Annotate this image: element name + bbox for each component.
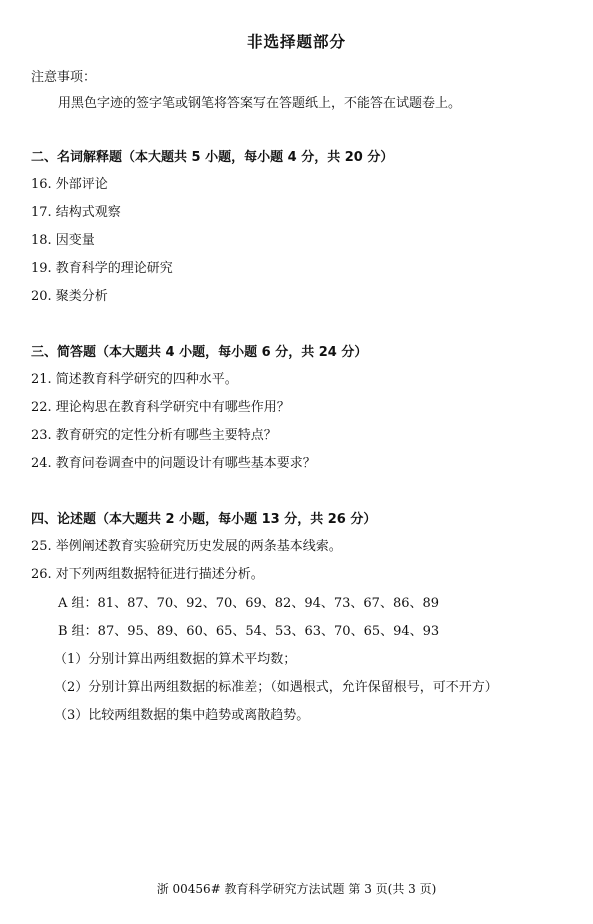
- sub-question-3: （3）比较两组数据的集中趋势或离散趋势。: [54, 708, 310, 723]
- question-20: 20. 聚类分析: [31, 289, 108, 304]
- question-17: 17. 结构式观察: [31, 205, 121, 220]
- question-23: 23. 教育研究的定性分析有哪些主要特点？: [31, 428, 277, 443]
- question-21: 21. 简述教育科学研究的四种水平。: [31, 372, 238, 387]
- question-24: 24. 教育问卷调查中的问题设计有哪些基本要求？: [31, 456, 316, 471]
- section-2-heading: 二、名词解释题（本大题共 5 小题，每小题 4 分，共 20 分）: [31, 150, 394, 165]
- question-16: 16. 外部评论: [31, 177, 108, 192]
- sub-question-2: （2）分别计算出两组数据的标准差；（如遇根式，允许保留根号，可不开方）: [54, 680, 498, 695]
- notice-heading: 注意事项：: [31, 70, 97, 85]
- question-25: 25. 举例阐述教育实验研究历史发展的两条基本线索。: [31, 539, 342, 554]
- notice-body: 用黑色字迹的签字笔或钢笔将答案写在答题纸上，不能答在试题卷上。: [58, 96, 462, 111]
- question-26: 26. 对下列两组数据特征进行描述分析。: [31, 567, 264, 582]
- group-b-data: B 组：87、95、89、60、65、54、53、63、70、65、94、93: [58, 624, 440, 639]
- sub-question-1: （1）分别计算出两组数据的算术平均数；: [54, 652, 297, 667]
- question-22: 22. 理论构思在教育科学研究中有哪些作用？: [31, 400, 290, 415]
- question-19: 19. 教育科学的理论研究: [31, 261, 173, 276]
- section-4-heading: 四、论述题（本大题共 2 小题，每小题 13 分，共 26 分）: [31, 512, 377, 527]
- group-a-data: A 组：81、87、70、92、70、69、82、94、73、67、86、89: [58, 596, 440, 611]
- section-3-heading: 三、简答题（本大题共 4 小题，每小题 6 分，共 24 分）: [31, 345, 368, 360]
- question-18: 18. 因变量: [31, 233, 95, 248]
- page-title: 非选择题部分: [246, 33, 346, 51]
- page-footer: 浙 00456# 教育科学研究方法试题 第 3 页(共 3 页): [156, 882, 437, 896]
